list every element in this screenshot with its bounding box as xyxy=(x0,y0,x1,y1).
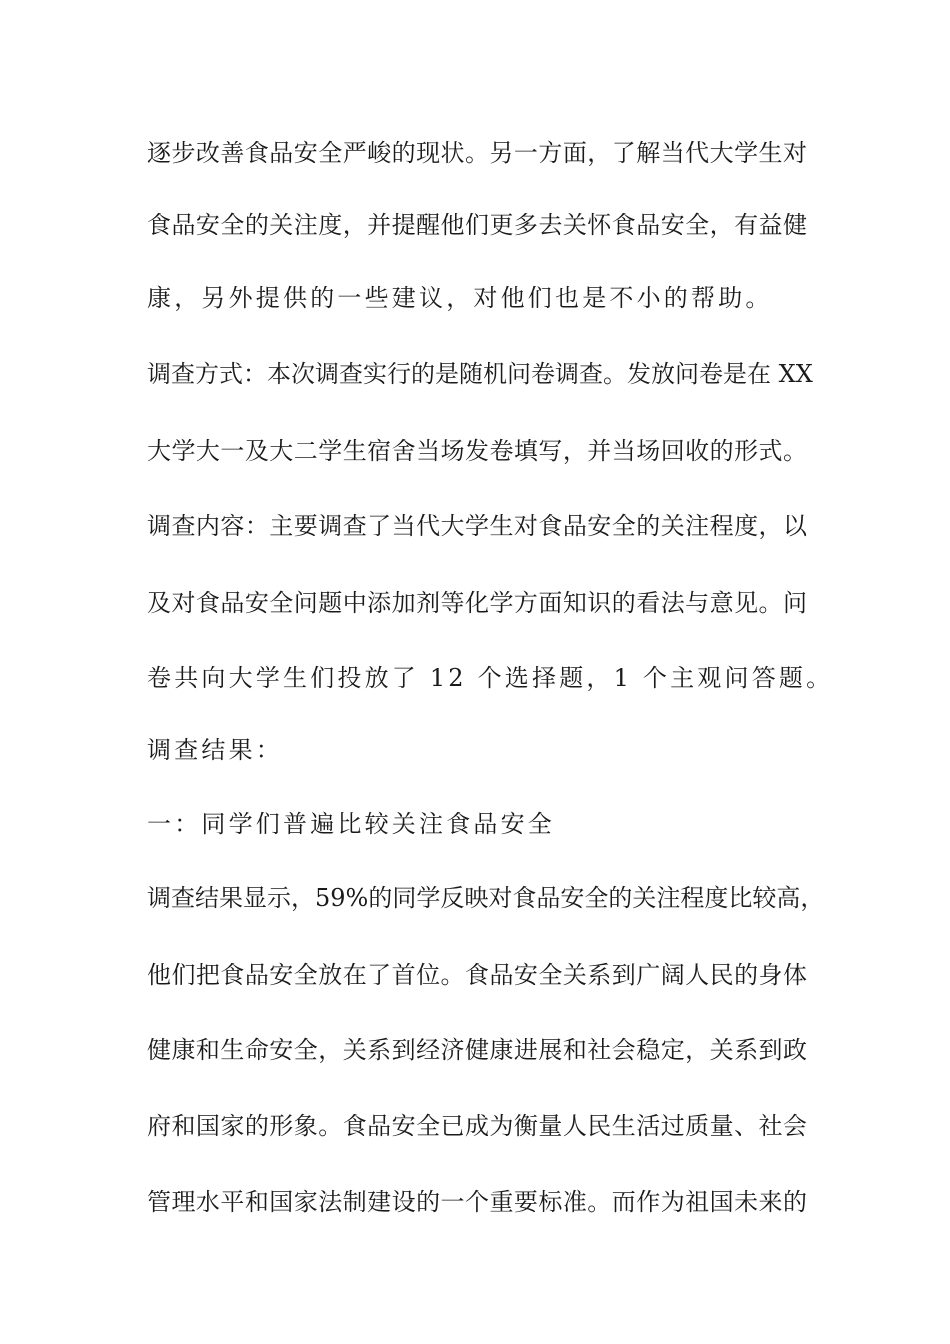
paragraph-line: 卷共向大学生们投放了 12 个选择题，1 个主观问答题。 xyxy=(147,664,834,692)
paragraph-line: 府和国家的形象。食品安全已成为衡量人民生活过质量、社会 xyxy=(147,1112,807,1140)
paragraph-line: 健康和生命安全，关系到经济健康进展和社会稳定，关系到政 xyxy=(147,1036,807,1064)
paragraph-line: 调查内容：主要调查了当代大学生对食品安全的关注程度，以 xyxy=(147,512,807,540)
paragraph-line: 调查方式：本次调查实行的是随机问卷调查。发放问卷是在 XX xyxy=(147,360,813,388)
paragraph-line: 逐步改善食品安全严峻的现状。另一方面，了解当代大学生对 xyxy=(147,139,807,167)
paragraph-line: 他们把食品安全放在了首位。食品安全关系到广阔人民的身体 xyxy=(147,961,807,989)
paragraph-line: 管理水平和国家法制建设的一个重要标准。而作为祖国未来的 xyxy=(147,1188,807,1216)
paragraph-line: 调查结果显示，59%的同学反映对食品安全的关注程度比较高， xyxy=(147,884,825,912)
paragraph-line: 康，另外提供的一些建议，对他们也是不小的帮助。 xyxy=(147,284,773,312)
section-heading: 一：同学们普遍比较关注食品安全 xyxy=(147,810,555,838)
paragraph-line: 食品安全的关注度，并提醒他们更多去关怀食品安全，有益健 xyxy=(147,211,807,239)
paragraph-line: 及对食品安全问题中添加剂等化学方面知识的看法与意见。问 xyxy=(147,589,807,617)
paragraph-line: 大学大一及大二学生宿舍当场发卷填写，并当场回收的形式。 xyxy=(147,437,807,465)
section-heading: 调查结果： xyxy=(147,736,283,764)
